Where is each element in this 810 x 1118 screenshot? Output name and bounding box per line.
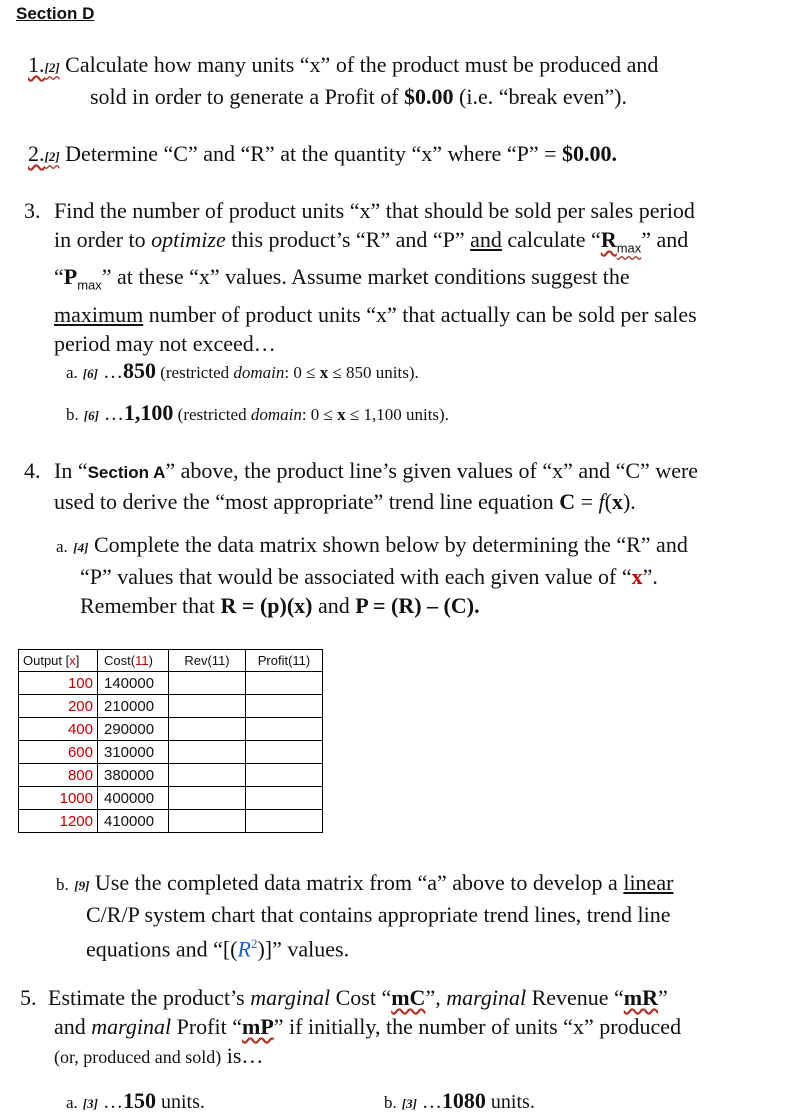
cell-profit-empty[interactable] (246, 695, 323, 718)
cell-profit-empty[interactable] (246, 672, 323, 695)
question-4b: b. [9] Use the completed data matrix from “a” above to develop a linear C/R/P system chart that contains appropriate trend lines, trend line equations and “$[(R^2)]$” values. (56, 870, 674, 962)
optimize-word: optimize (151, 227, 226, 252)
cell-cost: 210000 (98, 695, 169, 718)
cell-cost: 380000 (98, 764, 169, 787)
table-row (19, 672, 323, 695)
question-1-break-even-value: $0.00 (404, 84, 454, 109)
question-4a: a. [4] Complete the data matrix shown below by determining the “R” and “P” values that would be associated with each given value of “x”. Remember that R = (p)(x) and P = (R) – (C). (56, 532, 688, 618)
maximum-underlined: maximum (54, 301, 144, 327)
cell-output: 100 (19, 672, 98, 695)
question-4b-points: [9] (74, 878, 90, 893)
question-3b: b. [6] …1,100 (restricted domain: 0 ≤ x ≤ 1,100 units). (66, 400, 449, 425)
question-5a: a. [3] …150 units. (66, 1088, 205, 1113)
cell-revenue-empty[interactable] (169, 810, 246, 833)
header-revenue: Rev(11) (169, 650, 246, 672)
cell-output: 400 (19, 718, 98, 741)
table-row (19, 810, 323, 833)
question-4-line-2: used to derive the “most appropriate” trend line equation C = f(x). (54, 489, 636, 514)
header-output: Output [x] (19, 650, 98, 672)
cell-cost: 310000 (98, 741, 169, 764)
question-2-points: [2] (44, 149, 60, 164)
question-3-line-2: in order to optimize this product’s “R” and “P” and calculate “$R_{max}$” and (54, 227, 689, 256)
cell-output: 200 (19, 695, 98, 718)
question-3b-value: 1,100 (123, 400, 174, 425)
question-3-text-1: Find the number of product units “x” that should be sold per sales period (54, 198, 695, 223)
question-1-text-1: Calculate how many units “x” of the product must be produced and (65, 52, 659, 77)
cell-cost: 290000 (98, 718, 169, 741)
cell-revenue-empty[interactable] (169, 672, 246, 695)
cell-cost: 410000 (98, 810, 169, 833)
header-cost: Cost(11) (98, 650, 169, 672)
r-max-label: R (600, 227, 617, 252)
question-4 (24, 456, 810, 516)
table-header-row (19, 650, 323, 672)
cell-cost: 400000 (98, 787, 169, 810)
question-1-line-2 (28, 82, 808, 111)
cell-revenue-empty[interactable] (169, 764, 246, 787)
table-row (19, 718, 323, 741)
data-matrix-table (18, 649, 323, 833)
question-3a-value: 850 (122, 358, 156, 383)
question-1-text-2c: (i.e. “break even”). (453, 84, 627, 109)
p-max-label: P (63, 264, 78, 290)
and-underlined: and (470, 227, 502, 252)
question-3-line-5: period may not exceed… (54, 330, 276, 356)
cell-output: 800 (19, 764, 98, 787)
question-1 (28, 50, 808, 111)
table-row (19, 741, 323, 764)
question-3a-points: [6] (82, 366, 98, 381)
cell-revenue-empty[interactable] (169, 741, 246, 764)
question-4a-points: [4] (73, 540, 89, 555)
question-3-line-1 (24, 196, 810, 225)
cell-output: 1200 (19, 810, 98, 833)
section-title: Section D (16, 4, 95, 23)
question-5a-points: [3] (82, 1096, 98, 1111)
question-4-line-1: 4. In “Section A” above, the product line’s given values of “x” and “C” were (24, 458, 699, 483)
question-3-number: 3. (24, 198, 41, 223)
cell-output: 1000 (19, 787, 98, 810)
question-1-line-1 (28, 50, 808, 82)
question-1-number: 1. (28, 52, 45, 77)
question-5-number: 5. (20, 985, 37, 1010)
linear-underlined: linear (623, 870, 674, 895)
question-4-number: 4. (24, 458, 41, 483)
question-3 (24, 196, 810, 358)
cell-cost: 140000 (98, 672, 169, 695)
cell-profit-empty[interactable] (246, 787, 323, 810)
table-row (19, 695, 323, 718)
question-2-value: $0.00. (562, 141, 617, 166)
question-3-line-4: maximum number of product units “x” that actually can be sold per sales (54, 301, 697, 327)
cell-profit-empty[interactable] (246, 810, 323, 833)
cell-output: 600 (19, 741, 98, 764)
section-a-ref: Section A (87, 463, 166, 482)
table-row (19, 764, 323, 787)
question-2-number: 2. (28, 141, 45, 166)
question-2-text: Determine “C” and “R” at the quantity “x” where “P” = (65, 141, 562, 166)
cell-revenue-empty[interactable] (169, 787, 246, 810)
question-3a: a. [6] …850 (restricted domain: 0 ≤ x ≤ 850 units). (66, 358, 419, 383)
question-1-text-2a: sold in order to generate a Profit of (90, 84, 405, 109)
cell-profit-empty[interactable] (246, 718, 323, 741)
cell-revenue-empty[interactable] (169, 695, 246, 718)
question-1-points: [2] (44, 60, 60, 75)
cell-profit-empty[interactable] (246, 741, 323, 764)
question-5b: b. [3] …1080 units. (384, 1088, 535, 1113)
question-5: 5. Estimate the product’s marginal Cost “mC”, marginal Revenue “mR” and marginal Profit “mP” if initially, the number of units “x” produced (or, produced and sold) is… (20, 985, 682, 1068)
question-2 (28, 139, 808, 171)
question-3b-points: [6] (83, 408, 99, 423)
cell-profit-empty[interactable] (246, 764, 323, 787)
table-row (19, 787, 323, 810)
cell-revenue-empty[interactable] (169, 718, 246, 741)
header-profit: Profit(11) (246, 650, 323, 672)
question-5b-points: [3] (401, 1096, 417, 1111)
question-3-line-3: “$P_{max}$” at these “x” values. Assume market conditions suggest the (54, 264, 630, 293)
